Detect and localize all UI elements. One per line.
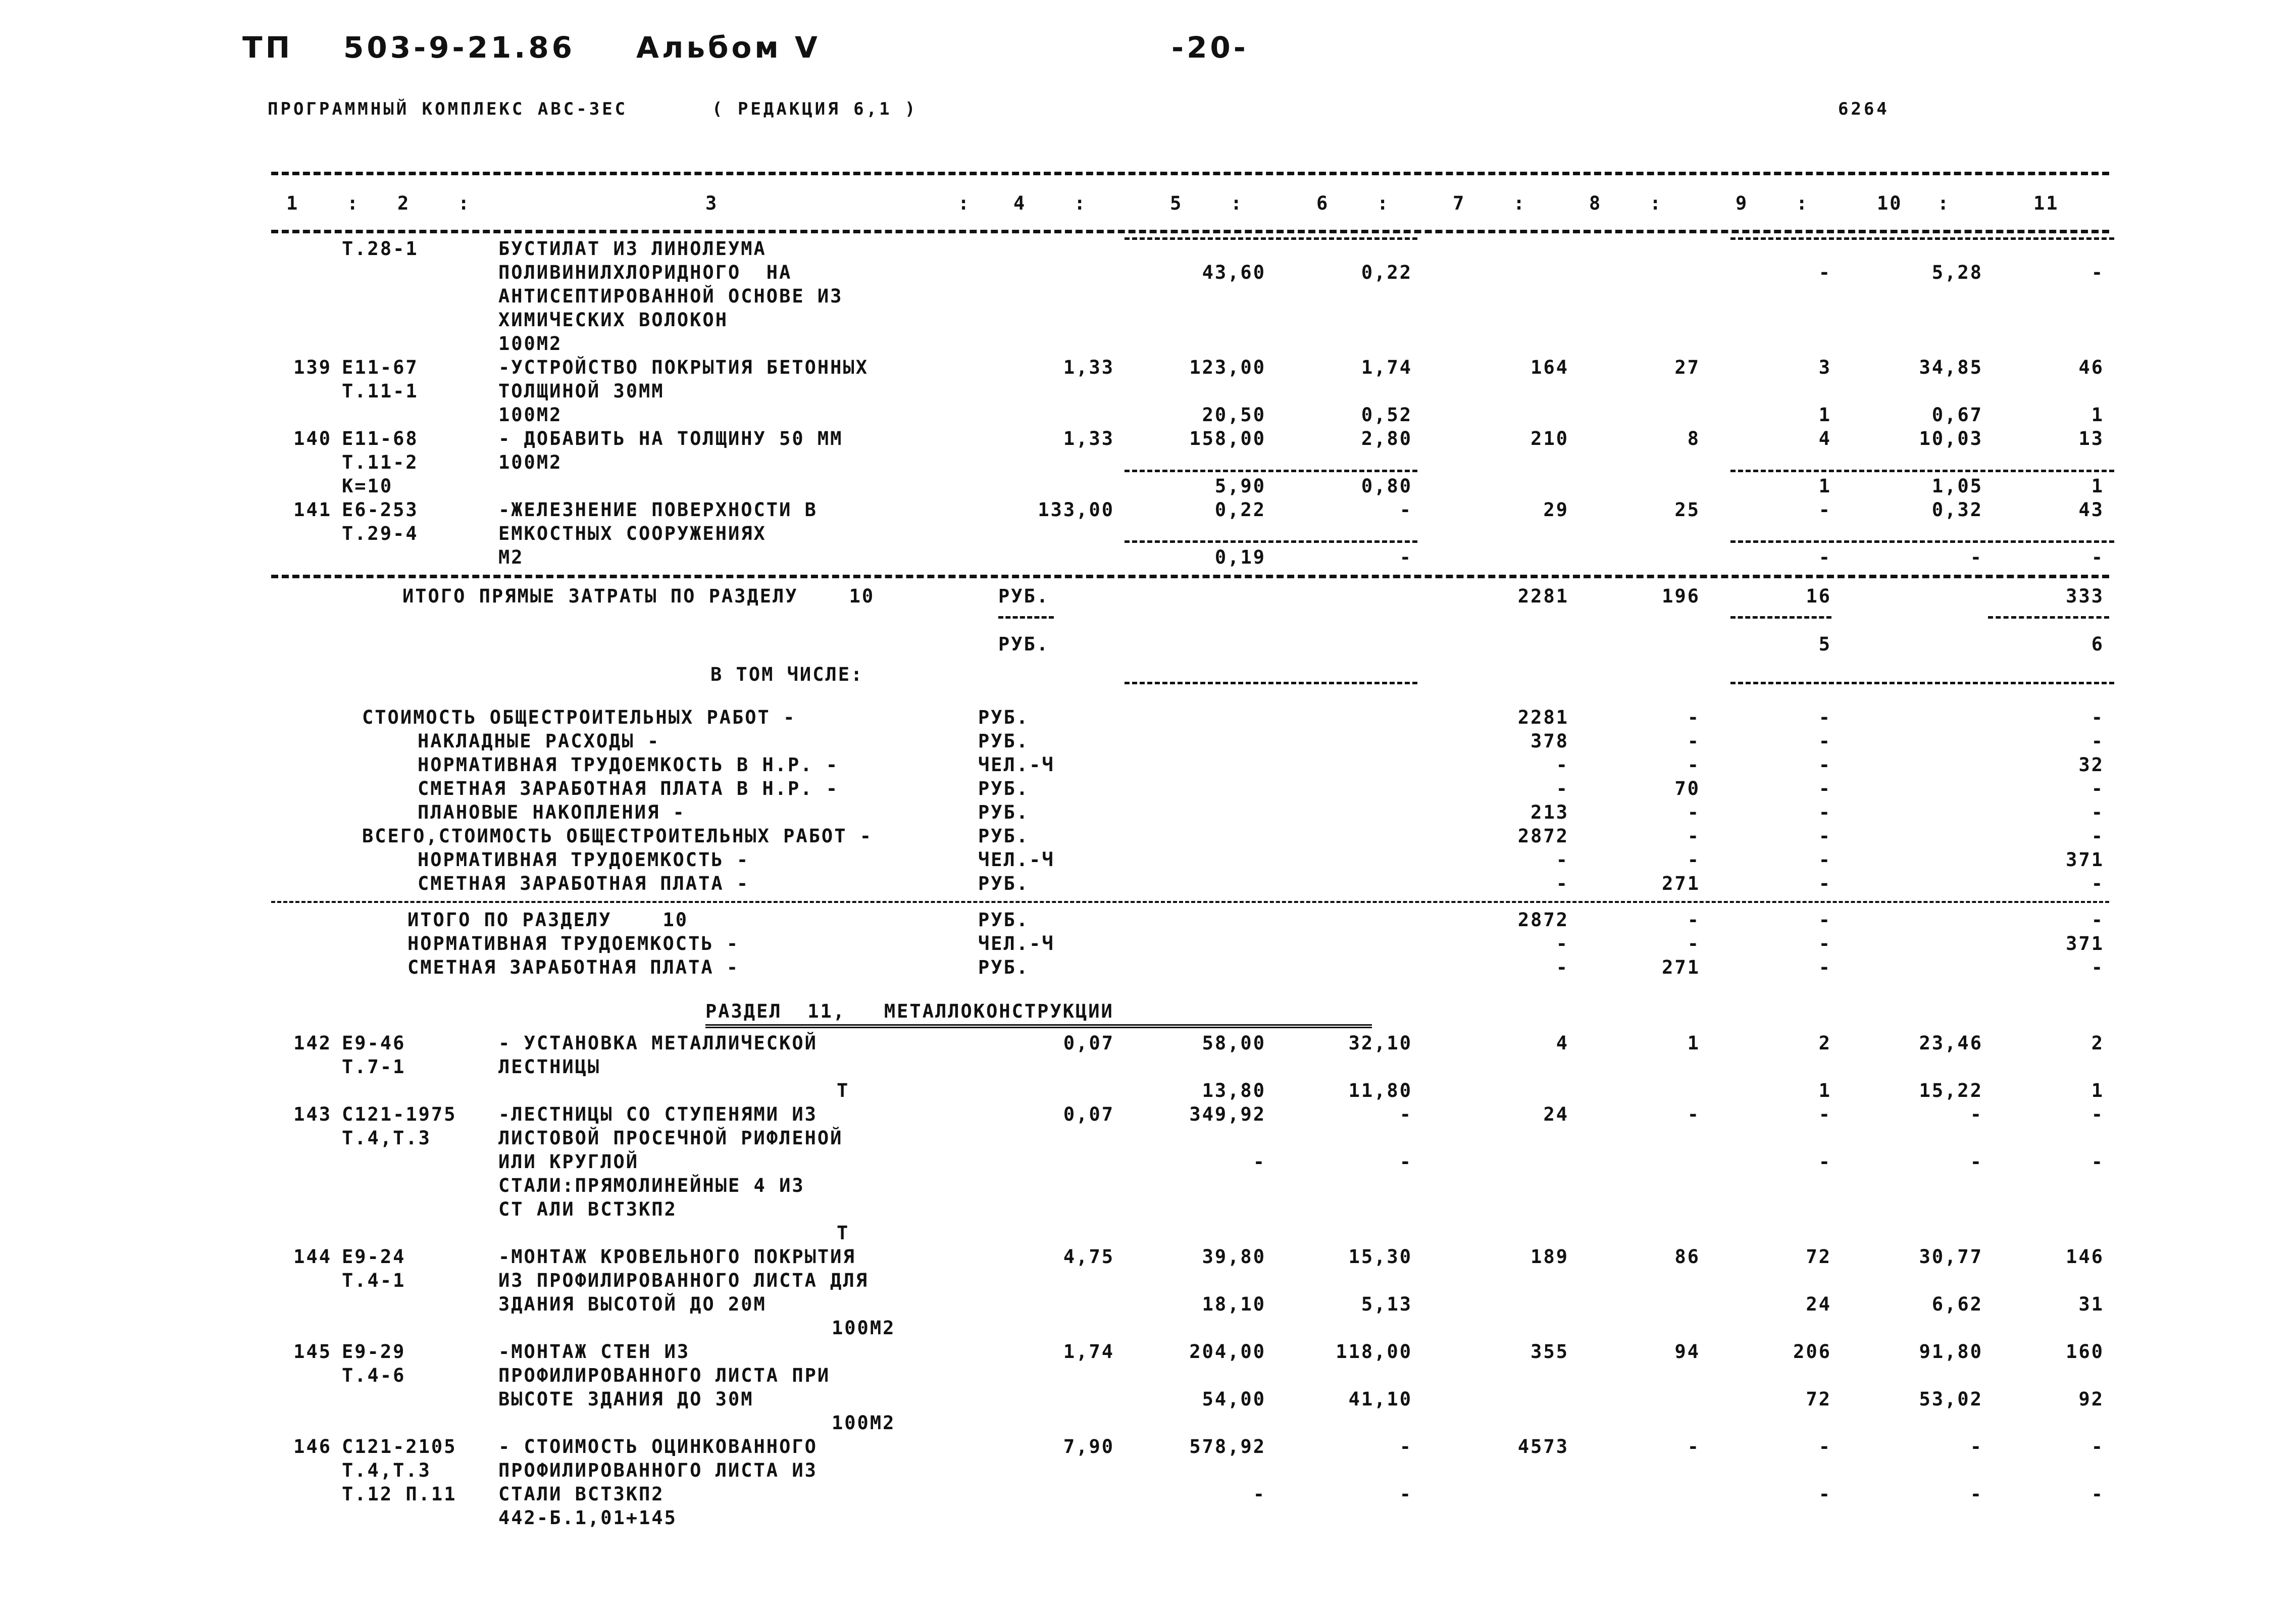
table-cell-col3: ЛИСТОВОЙ ПРОСЕЧНОЙ РИФЛЕНОЙ xyxy=(498,1127,843,1149)
table-cell-col6: 41,10 xyxy=(1348,1388,1412,1410)
table-cell-col5: 123,00 xyxy=(1189,357,1266,378)
breakdown-col7: 213 xyxy=(1530,801,1569,823)
edition-label: ( РЕДАКЦИЯ 6,1 ) xyxy=(712,99,918,119)
table-cell-col5: 18,10 xyxy=(1202,1293,1266,1315)
breakdown-col8: - xyxy=(1687,730,1700,752)
breakdown-label: ВСЕГО,СТОИМОСТЬ ОБЩЕСТРОИТЕЛЬНЫХ РАБОТ - xyxy=(362,825,873,847)
table-cell-col9: 1 xyxy=(1818,404,1831,426)
cell-underline xyxy=(1988,616,2109,619)
table-cell-col3: СТ АЛИ ВСТЗКП2 xyxy=(498,1198,677,1220)
breakdown-unit: РУБ. xyxy=(978,707,1030,728)
table-cell-col7: 29 xyxy=(1543,499,1569,521)
included-label: В ТОМ ЧИСЛЕ: xyxy=(710,664,864,685)
table-cell-col11: 160 xyxy=(2066,1341,2104,1363)
cell-underline xyxy=(998,616,1054,619)
table-cell-col3: Т xyxy=(837,1222,850,1244)
table-cell-col1: 143 xyxy=(293,1103,332,1125)
column-number-5: 5 xyxy=(1170,192,1183,214)
cell-underline xyxy=(1125,470,1417,472)
table-cell-col6: 32,10 xyxy=(1348,1032,1412,1054)
table-cell-col2: С121-2105 xyxy=(342,1436,457,1457)
breakdown-col9: - xyxy=(1818,801,1831,823)
table-cell-col2: Т.11-1 xyxy=(342,380,419,402)
breakdown-col7: 2872 xyxy=(1517,825,1569,847)
table-cell-col3: ТОЛЩИНОЙ 30ММ xyxy=(498,380,665,402)
section-total-label: НОРМАТИВНАЯ ТРУДОЕМКОСТЬ - xyxy=(407,933,740,954)
breakdown-col7: - xyxy=(1556,873,1569,894)
section-total-rule xyxy=(271,901,2109,903)
section-total-col9: - xyxy=(1818,933,1831,954)
table-cell-col4: 1,33 xyxy=(1063,357,1114,378)
breakdown-unit: РУБ. xyxy=(978,730,1030,752)
table-cell-col6: 118,00 xyxy=(1336,1341,1412,1363)
table-cell-col10: 91,80 xyxy=(1919,1341,1983,1363)
table-cell-col7: 355 xyxy=(1530,1341,1569,1363)
table-cell-col5: 54,00 xyxy=(1202,1388,1266,1410)
section-total-col8: - xyxy=(1687,909,1700,931)
table-cell-col3: ПРОФИЛИРОВАННОГО ЛИСТА ПРИ xyxy=(498,1365,831,1386)
table-cell-col10: - xyxy=(1970,1436,1983,1457)
table-cell-col10: 0,32 xyxy=(1931,499,1983,521)
table-cell-col6: - xyxy=(1399,1103,1412,1125)
table-cell-col7: 164 xyxy=(1530,357,1569,378)
table-cell-col2: Т.12 П.11 xyxy=(342,1483,457,1505)
table-cell-col5: 158,00 xyxy=(1189,428,1266,449)
table-cell-col4: 133,00 xyxy=(1038,499,1114,521)
table-cell-col3: СТАЛИ:ПРЯМОЛИНЕЙНЫЕ 4 ИЗ xyxy=(498,1175,805,1196)
totals-label: ИТОГО ПРЯМЫЕ ЗАТРАТЫ ПО РАЗДЕЛУ 10 xyxy=(402,585,875,607)
table-cell-col10: 30,77 xyxy=(1919,1246,1983,1268)
table-cell-col3: ПОЛИВИНИЛХЛОРИДНОГО НА xyxy=(498,262,792,283)
table-cell-col6: - xyxy=(1399,1436,1412,1457)
table-cell-col2: К=10 xyxy=(342,475,393,497)
table-cell-col10: 53,02 xyxy=(1919,1388,1983,1410)
table-cell-col5: 204,00 xyxy=(1189,1341,1266,1363)
table-cell-col11: 2 xyxy=(2091,1032,2104,1054)
table-cell-col2: Е11-67 xyxy=(342,357,419,378)
table-cell-col2: Т.29-4 xyxy=(342,523,419,544)
section-total-col8: 271 xyxy=(1662,957,1700,978)
table-cell-col5: - xyxy=(1253,1151,1266,1173)
breakdown-col9: - xyxy=(1818,778,1831,799)
table-cell-col6: 15,30 xyxy=(1348,1246,1412,1268)
totals-col9: 5 xyxy=(1818,633,1831,655)
breakdown-col7: - xyxy=(1556,849,1569,871)
program-title: ПРОГРАММНЫЙ КОМПЛЕКС АВС-ЗЕС xyxy=(268,99,628,119)
breakdown-col8: - xyxy=(1687,825,1700,847)
table-cell-col11: - xyxy=(2091,1151,2104,1173)
table-cell-col4: 4,75 xyxy=(1063,1246,1114,1268)
table-cell-col5: 13,80 xyxy=(1202,1080,1266,1101)
table-cell-col8: - xyxy=(1687,1436,1700,1457)
table-cell-col6: - xyxy=(1399,1483,1412,1505)
breakdown-label: НОРМАТИВНАЯ ТРУДОЕМКОСТЬ - xyxy=(418,849,750,871)
table-cell-col4: 1,74 xyxy=(1063,1341,1114,1363)
column-number-2: 2 xyxy=(397,192,411,214)
section-total-unit: РУБ. xyxy=(978,909,1030,931)
breakdown-col8: - xyxy=(1687,849,1700,871)
table-cell-col8: - xyxy=(1687,1103,1700,1125)
section-total-label: ИТОГО ПО РАЗДЕЛУ 10 xyxy=(407,909,689,931)
column-separator: : xyxy=(1377,192,1390,214)
breakdown-unit: ЧЕЛ.-Ч xyxy=(978,849,1055,871)
table-cell-col2: Т.4,Т.3 xyxy=(342,1460,431,1481)
section-total-label: СМЕТНАЯ ЗАРАБОТНАЯ ПЛАТА - xyxy=(407,957,740,978)
table-cell-col3: ЗДАНИЯ ВЫСОТОЙ ДО 20М xyxy=(498,1293,767,1315)
breakdown-col9: - xyxy=(1818,730,1831,752)
column-number-10: 10 xyxy=(1877,192,1903,214)
breakdown-col9: - xyxy=(1818,849,1831,871)
breakdown-unit: ЧЕЛ.-Ч xyxy=(978,754,1055,776)
breakdown-col8: 271 xyxy=(1662,873,1700,894)
table-cell-col3: БУСТИЛАТ ИЗ ЛИНОЛЕУМА xyxy=(498,238,767,260)
column-number-1: 1 xyxy=(286,192,299,214)
table-cell-col9: - xyxy=(1818,499,1831,521)
table-cell-col11: - xyxy=(2091,1103,2104,1125)
table-cell-col6: - xyxy=(1399,1151,1412,1173)
table-cell-col5: 349,92 xyxy=(1189,1103,1266,1125)
column-separator: : xyxy=(1650,192,1663,214)
table-cell-col3: 100М2 xyxy=(832,1317,896,1339)
table-cell-col6: 5,13 xyxy=(1361,1293,1412,1315)
table-cell-col3: 100М2 xyxy=(832,1412,896,1434)
table-cell-col3: 100М2 xyxy=(498,333,563,355)
table-cell-col10: 34,85 xyxy=(1919,357,1983,378)
table-cell-col10: 10,03 xyxy=(1919,428,1983,449)
table-cell-col3: -МОНТАЖ КРОВЕЛЬНОГО ПОКРЫТИЯ xyxy=(498,1246,856,1268)
table-cell-col2: Е9-24 xyxy=(342,1246,406,1268)
table-cell-col2: Е9-46 xyxy=(342,1032,406,1054)
table-cell-col1: 145 xyxy=(293,1341,332,1363)
breakdown-col7: - xyxy=(1556,754,1569,776)
section-11-title: РАЗДЕЛ 11, МЕТАЛЛОКОНСТРУКЦИИ xyxy=(705,1000,1114,1022)
table-cell-col3: СТАЛИ ВСТЗКП2 xyxy=(498,1483,665,1505)
table-cell-col3: ПРОФИЛИРОВАННОГО ЛИСТА ИЗ xyxy=(498,1460,818,1481)
table-cell-col5: 578,92 xyxy=(1189,1436,1266,1457)
table-cell-col8: 94 xyxy=(1674,1341,1700,1363)
table-cell-col6: 2,80 xyxy=(1361,428,1412,449)
table-cell-col9: - xyxy=(1818,262,1831,283)
breakdown-col8: - xyxy=(1687,754,1700,776)
breakdown-col11: - xyxy=(2091,873,2104,894)
table-cell-col3: ВЫСОТЕ ЗДАНИЯ ДО 30М xyxy=(498,1388,754,1410)
column-number-8: 8 xyxy=(1589,192,1602,214)
page-number: -20- xyxy=(1171,30,1249,65)
table-cell-col3: ИЛИ КРУГЛОЙ xyxy=(498,1151,639,1173)
table-cell-col10: 1,05 xyxy=(1931,475,1983,497)
cell-underline xyxy=(1730,540,2114,543)
breakdown-label: СМЕТНАЯ ЗАРАБОТНАЯ ПЛАТА В Н.Р. - xyxy=(418,778,839,799)
breakdown-col9: - xyxy=(1818,825,1831,847)
cell-underline xyxy=(1125,682,1417,684)
section-total-col11: 371 xyxy=(2066,933,2104,954)
breakdown-col7: 2281 xyxy=(1517,707,1569,728)
table-cell-col2: Т.7-1 xyxy=(342,1056,406,1078)
table-cell-col1: 144 xyxy=(293,1246,332,1268)
breakdown-col11: - xyxy=(2091,825,2104,847)
table-cell-col1: 146 xyxy=(293,1436,332,1457)
sheet-code: 6264 xyxy=(1838,99,1890,119)
section-total-col9: - xyxy=(1818,909,1831,931)
table-cell-col3: ЕМКОСТНЫХ СООРУЖЕНИЯХ xyxy=(498,523,767,544)
breakdown-label: СМЕТНАЯ ЗАРАБОТНАЯ ПЛАТА - xyxy=(418,873,750,894)
table-cell-col9: 206 xyxy=(1793,1341,1831,1363)
table-cell-col8: 27 xyxy=(1674,357,1700,378)
table-cell-col11: 92 xyxy=(2078,1388,2104,1410)
table-cell-col4: 1,33 xyxy=(1063,428,1114,449)
table-cell-col3: - СТОИМОСТЬ ОЦИНКОВАННОГО xyxy=(498,1436,818,1457)
breakdown-label: ПЛАНОВЫЕ НАКОПЛЕНИЯ - xyxy=(418,801,686,823)
table-cell-col9: 72 xyxy=(1806,1246,1831,1268)
table-cell-col3: -МОНТАЖ СТЕН ИЗ xyxy=(498,1341,690,1363)
table-cell-col5: - xyxy=(1253,1483,1266,1505)
table-cell-col7: 4573 xyxy=(1517,1436,1569,1457)
table-cell-col3: 100М2 xyxy=(498,451,563,473)
table-cell-col2: Т.4-1 xyxy=(342,1270,406,1291)
table-cell-col3: -ЛЕСТНИЦЫ СО СТУПЕНЯМИ ИЗ xyxy=(498,1103,818,1125)
cell-underline xyxy=(1125,540,1417,543)
breakdown-unit: РУБ. xyxy=(978,825,1030,847)
table-cell-col9: - xyxy=(1818,1483,1831,1505)
section-total-col7: - xyxy=(1556,957,1569,978)
table-cell-col2: Е6-253 xyxy=(342,499,419,521)
table-cell-col5: 39,80 xyxy=(1202,1246,1266,1268)
table-cell-col8: 25 xyxy=(1674,499,1700,521)
table-cell-col5: 0,19 xyxy=(1214,546,1266,568)
column-number-6: 6 xyxy=(1316,192,1330,214)
breakdown-col9: - xyxy=(1818,707,1831,728)
album-label: Альбом V xyxy=(636,30,821,65)
table-cell-col9: 1 xyxy=(1818,475,1831,497)
table-cell-col1: 140 xyxy=(293,428,332,449)
table-cell-col11: - xyxy=(2091,546,2104,568)
column-separator: : xyxy=(458,192,471,214)
table-cell-col2: Т.28-1 xyxy=(342,238,419,260)
breakdown-label: НАКЛАДНЫЕ РАСХОДЫ - xyxy=(418,730,660,752)
breakdown-unit: РУБ. xyxy=(978,801,1030,823)
doc-code: ТП xyxy=(242,30,293,65)
cell-underline xyxy=(1730,616,1831,619)
breakdown-unit: РУБ. xyxy=(978,778,1030,799)
column-separator: : xyxy=(958,192,971,214)
table-cell-col7: 4 xyxy=(1556,1032,1569,1054)
totals-unit: РУБ. xyxy=(998,585,1050,607)
column-number-3: 3 xyxy=(705,192,719,214)
breakdown-col11: 371 xyxy=(2066,849,2104,871)
table-cell-col10: 15,22 xyxy=(1919,1080,1983,1101)
breakdown-col7: 378 xyxy=(1530,730,1569,752)
table-cell-col9: 4 xyxy=(1818,428,1831,449)
table-cell-col11: 1 xyxy=(2091,404,2104,426)
header-rule xyxy=(271,230,2109,233)
table-cell-col11: 31 xyxy=(2078,1293,2104,1315)
table-cell-col1: 139 xyxy=(293,357,332,378)
breakdown-col8: - xyxy=(1687,801,1700,823)
column-number-9: 9 xyxy=(1736,192,1749,214)
section-total-col11: - xyxy=(2091,909,2104,931)
totals-col11: 333 xyxy=(2066,585,2104,607)
table-cell-col11: - xyxy=(2091,1483,2104,1505)
table-cell-col1: 142 xyxy=(293,1032,332,1054)
table-cell-col3: АНТИСЕПТИРОВАННОЙ ОСНОВЕ ИЗ xyxy=(498,285,843,307)
column-separator: : xyxy=(1937,192,1951,214)
table-cell-col5: 20,50 xyxy=(1202,404,1266,426)
totals-unit: РУБ. xyxy=(998,633,1050,655)
project-number: 503-9-21.86 xyxy=(343,30,576,65)
table-cell-col7: 189 xyxy=(1530,1246,1569,1268)
breakdown-col8: - xyxy=(1687,707,1700,728)
column-separator: : xyxy=(1074,192,1087,214)
table-cell-col3: ЛЕСТНИЦЫ xyxy=(498,1056,601,1078)
table-cell-col7: 24 xyxy=(1543,1103,1569,1125)
table-cell-col9: 72 xyxy=(1806,1388,1831,1410)
table-cell-col6: 0,22 xyxy=(1361,262,1412,283)
section-total-unit: ЧЕЛ.-Ч xyxy=(978,933,1055,954)
table-cell-col4: 0,07 xyxy=(1063,1103,1114,1125)
table-cell-col9: 3 xyxy=(1818,357,1831,378)
section-title-underline xyxy=(705,1024,1372,1028)
table-cell-col6: - xyxy=(1399,546,1412,568)
column-separator: : xyxy=(1513,192,1526,214)
totals-col11: 6 xyxy=(2091,633,2104,655)
table-cell-col4: 7,90 xyxy=(1063,1436,1114,1457)
table-cell-col3: ХИМИЧЕСКИХ ВОЛОКОН xyxy=(498,309,728,331)
table-cell-col2: Е11-68 xyxy=(342,428,419,449)
totals-rule xyxy=(271,575,2109,578)
table-cell-col3: -ЖЕЛЕЗНЕНИЕ ПОВЕРХНОСТИ В xyxy=(498,499,818,521)
table-cell-col9: - xyxy=(1818,1436,1831,1457)
table-cell-col10: 6,62 xyxy=(1931,1293,1983,1315)
table-cell-col11: 1 xyxy=(2091,475,2104,497)
table-cell-col11: - xyxy=(2091,1436,2104,1457)
table-cell-col3: -УСТРОЙСТВО ПОКРЫТИЯ БЕТОННЫХ xyxy=(498,357,869,378)
table-cell-col2: Е9-29 xyxy=(342,1341,406,1363)
table-cell-col9: - xyxy=(1818,1103,1831,1125)
section-total-col9: - xyxy=(1818,957,1831,978)
table-cell-col6: - xyxy=(1399,499,1412,521)
breakdown-label: СТОИМОСТЬ ОБЩЕСТРОИТЕЛЬНЫХ РАБОТ - xyxy=(362,707,796,728)
table-cell-col10: - xyxy=(1970,546,1983,568)
section-total-unit: РУБ. xyxy=(978,957,1030,978)
table-cell-col10: - xyxy=(1970,1151,1983,1173)
table-cell-col4: 0,07 xyxy=(1063,1032,1114,1054)
table-cell-col6: 1,74 xyxy=(1361,357,1412,378)
table-cell-col2: Т.4-6 xyxy=(342,1365,406,1386)
breakdown-col11: - xyxy=(2091,707,2104,728)
breakdown-col11: 32 xyxy=(2078,754,2104,776)
table-cell-col3: - ДОБАВИТЬ НА ТОЛЩИНУ 50 ММ xyxy=(498,428,843,449)
table-cell-col7: 210 xyxy=(1530,428,1569,449)
table-cell-col11: 13 xyxy=(2078,428,2104,449)
table-cell-col6: 0,80 xyxy=(1361,475,1412,497)
table-cell-col5: 58,00 xyxy=(1202,1032,1266,1054)
cell-underline xyxy=(1730,682,2114,684)
cell-underline xyxy=(1730,237,2114,240)
table-cell-col5: 0,22 xyxy=(1214,499,1266,521)
totals-col7: 2281 xyxy=(1517,585,1569,607)
column-separator: : xyxy=(347,192,360,214)
table-cell-col11: 46 xyxy=(2078,357,2104,378)
table-cell-col10: 5,28 xyxy=(1931,262,1983,283)
table-cell-col3: Т xyxy=(837,1080,850,1101)
table-cell-col2: Т.4,Т.3 xyxy=(342,1127,431,1149)
breakdown-col9: - xyxy=(1818,873,1831,894)
table-cell-col6: 11,80 xyxy=(1348,1080,1412,1101)
table-cell-col6: 0,52 xyxy=(1361,404,1412,426)
cell-underline xyxy=(1125,237,1417,240)
column-number-7: 7 xyxy=(1453,192,1466,214)
table-cell-col11: - xyxy=(2091,262,2104,283)
table-cell-col5: 5,90 xyxy=(1214,475,1266,497)
table-cell-col2: Т.11-2 xyxy=(342,451,419,473)
section-total-col7: 2872 xyxy=(1517,909,1569,931)
breakdown-col8: 70 xyxy=(1674,778,1700,799)
table-cell-col10: 0,67 xyxy=(1931,404,1983,426)
breakdown-col11: - xyxy=(2091,730,2104,752)
table-cell-col9: - xyxy=(1818,546,1831,568)
column-separator: : xyxy=(1796,192,1809,214)
table-cell-col9: 2 xyxy=(1818,1032,1831,1054)
table-cell-col9: - xyxy=(1818,1151,1831,1173)
table-cell-col11: 43 xyxy=(2078,499,2104,521)
table-cell-col3: ИЗ ПРОФИЛИРОВАННОГО ЛИСТА ДЛЯ xyxy=(498,1270,869,1291)
section-total-col8: - xyxy=(1687,933,1700,954)
table-cell-col9: 1 xyxy=(1818,1080,1831,1101)
totals-col8: 196 xyxy=(1662,585,1700,607)
table-cell-col11: 146 xyxy=(2066,1246,2104,1268)
breakdown-col11: - xyxy=(2091,778,2104,799)
column-number-4: 4 xyxy=(1013,192,1027,214)
table-cell-col10: 23,46 xyxy=(1919,1032,1983,1054)
table-cell-col5: 43,60 xyxy=(1202,262,1266,283)
cell-underline xyxy=(1730,470,2114,472)
breakdown-col9: - xyxy=(1818,754,1831,776)
table-cell-col9: 24 xyxy=(1806,1293,1831,1315)
table-cell-col8: 1 xyxy=(1687,1032,1700,1054)
table-cell-col2: С121-1975 xyxy=(342,1103,457,1125)
table-cell-col3: - УСТАНОВКА МЕТАЛЛИЧЕСКОЙ xyxy=(498,1032,818,1054)
table-cell-col10: - xyxy=(1970,1483,1983,1505)
table-cell-col10: - xyxy=(1970,1103,1983,1125)
table-cell-col3: 100М2 xyxy=(498,404,563,426)
column-separator: : xyxy=(1231,192,1244,214)
top-rule xyxy=(271,172,2109,175)
table-cell-col8: 8 xyxy=(1687,428,1700,449)
breakdown-unit: РУБ. xyxy=(978,873,1030,894)
breakdown-label: НОРМАТИВНАЯ ТРУДОЕМКОСТЬ В Н.Р. - xyxy=(418,754,839,776)
estimate-table xyxy=(271,172,2109,1576)
table-cell-col11: 1 xyxy=(2091,1080,2104,1101)
table-cell-col1: 141 xyxy=(293,499,332,521)
breakdown-col7: - xyxy=(1556,778,1569,799)
totals-col9: 16 xyxy=(1806,585,1831,607)
column-number-11: 11 xyxy=(2033,192,2059,214)
breakdown-col11: - xyxy=(2091,801,2104,823)
table-cell-col8: 86 xyxy=(1674,1246,1700,1268)
section-total-col7: - xyxy=(1556,933,1569,954)
table-cell-col3: 442-Б.1,01+145 xyxy=(498,1507,677,1529)
section-total-col11: - xyxy=(2091,957,2104,978)
table-cell-col3: М2 xyxy=(498,546,524,568)
